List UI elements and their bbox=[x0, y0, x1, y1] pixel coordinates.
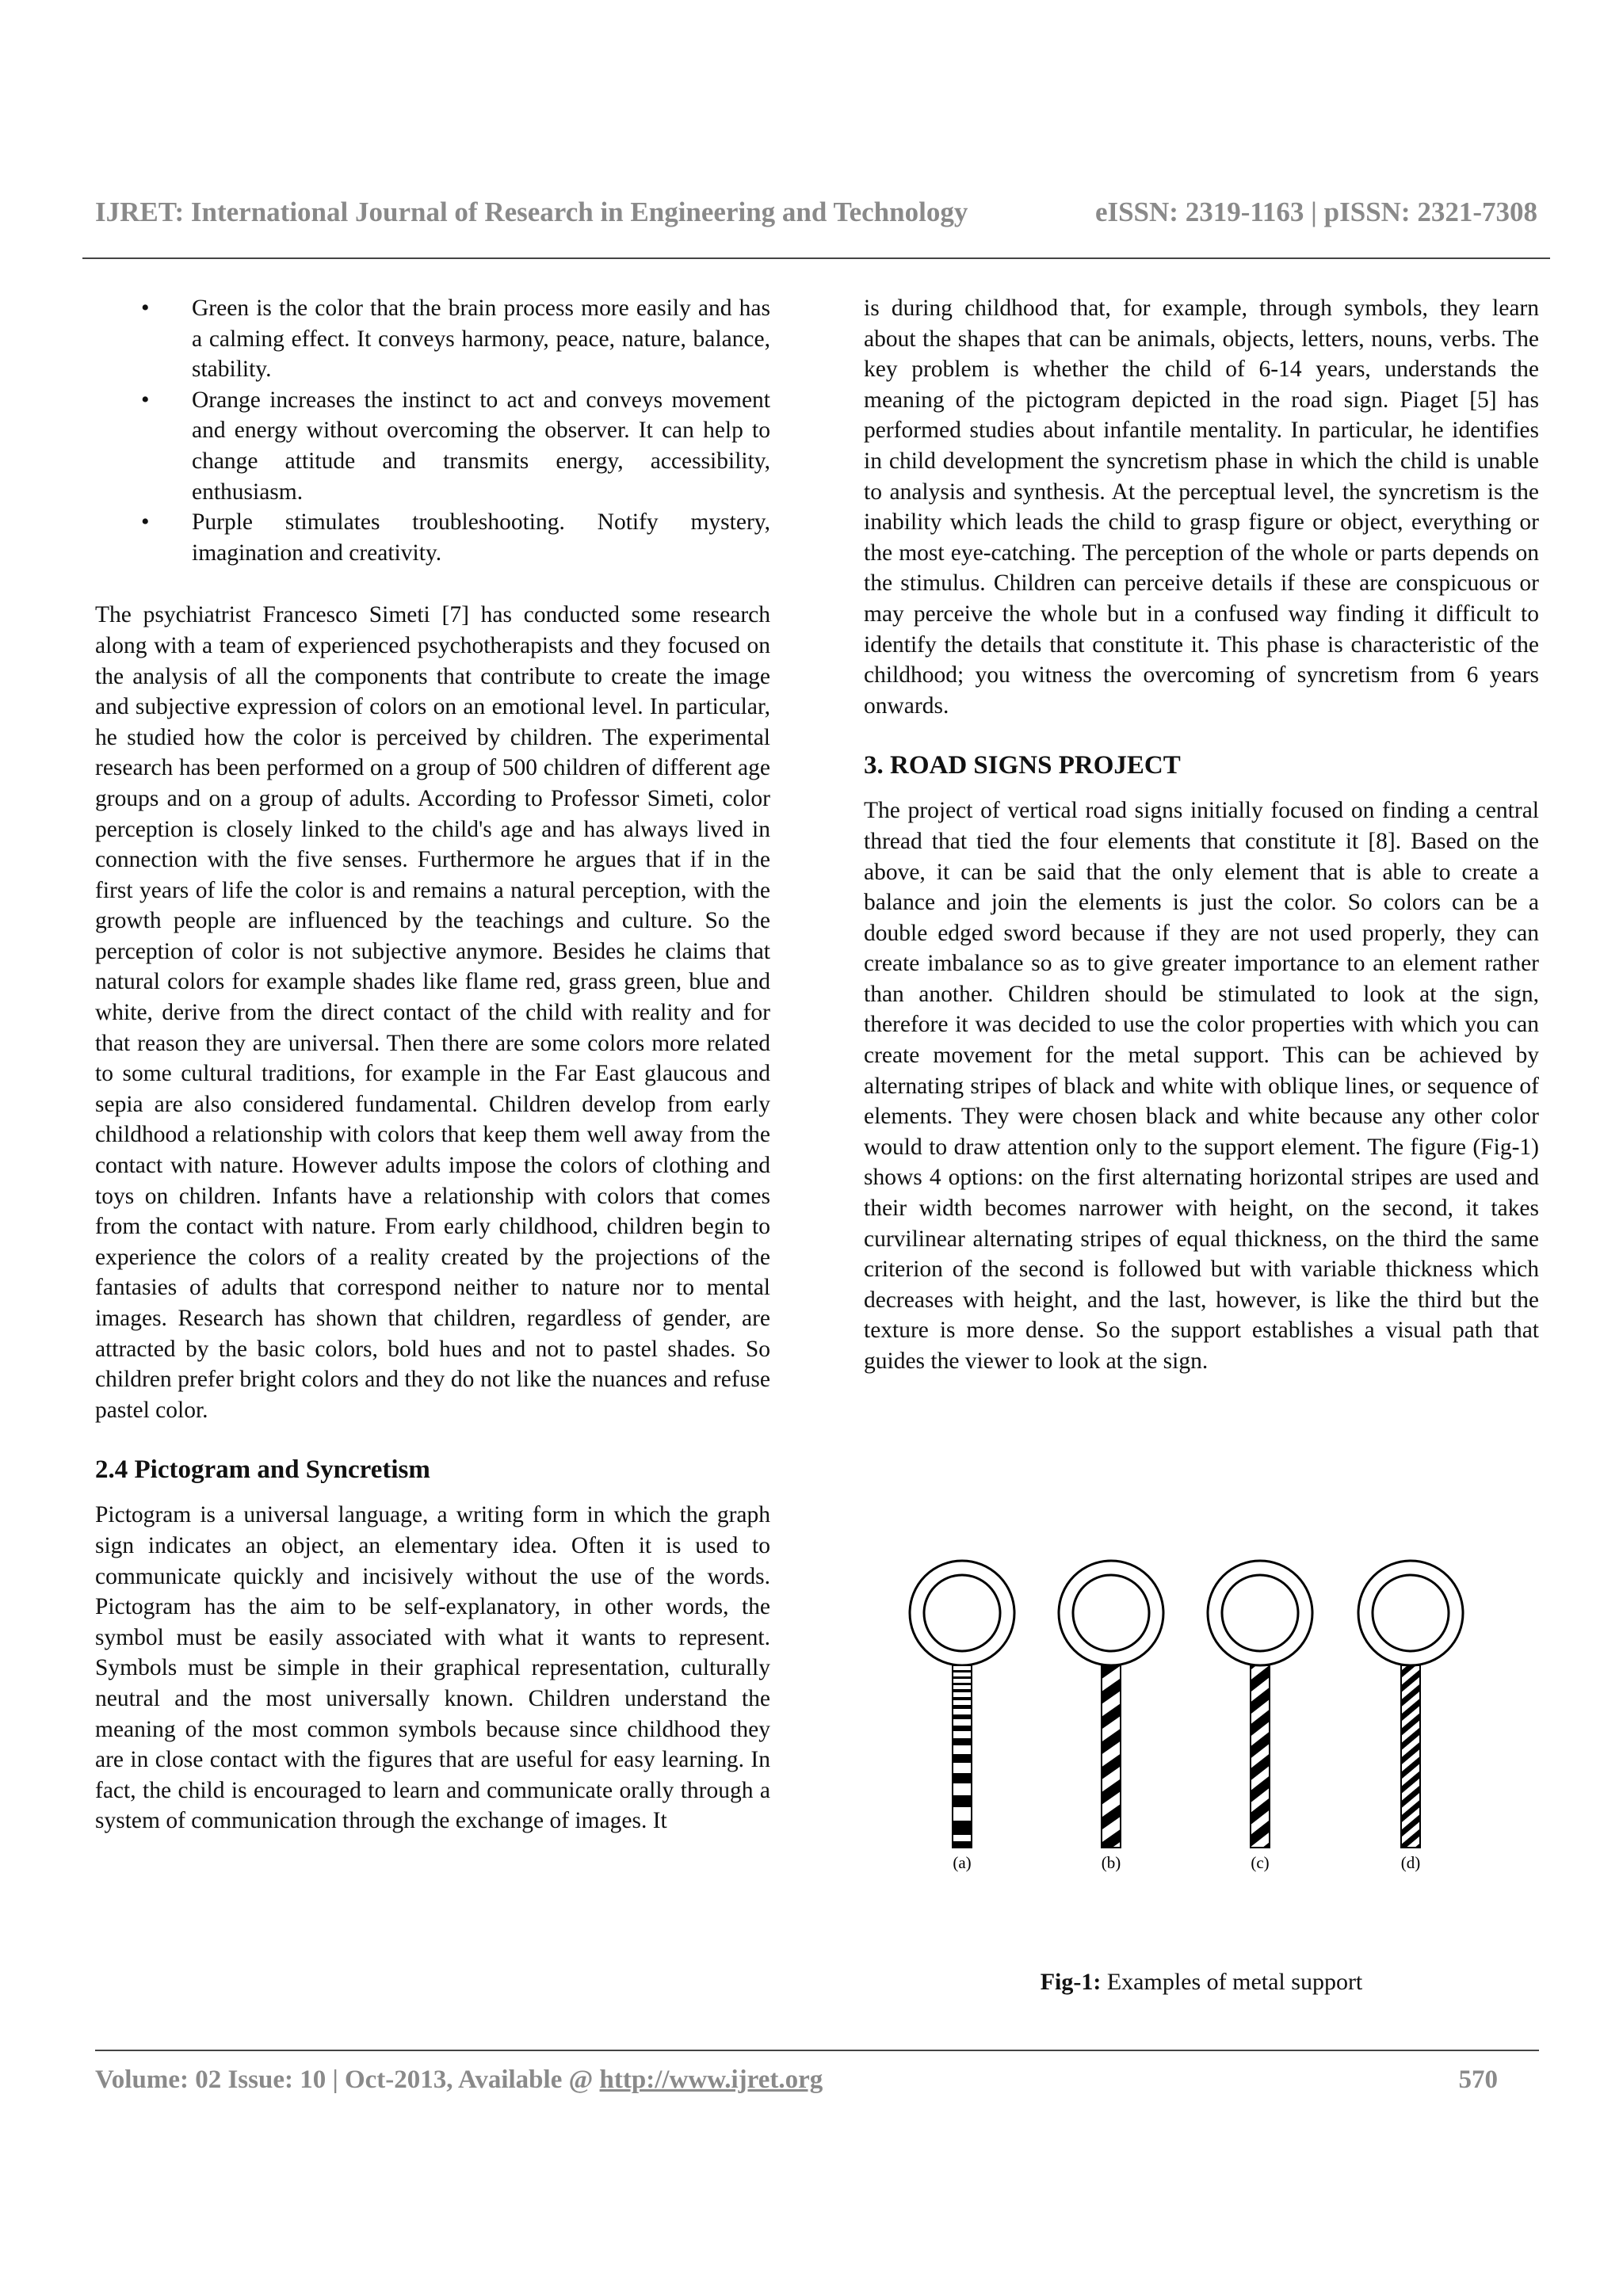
label-b: (b) bbox=[1101, 1853, 1121, 1872]
bullet-orange: • Orange increases the instinct to act and conveys movement and energy without overcoming the observer. It can help to change attitude and transmits energy, accessibility, enthusiasm. bbox=[192, 385, 770, 507]
label-c: (c) bbox=[1251, 1853, 1270, 1872]
header-rule bbox=[82, 257, 1550, 259]
page-number: 570 bbox=[1458, 2065, 1498, 2094]
road-signs-paragraph: The project of vertical road signs initially focused on finding a central thread that tied the four elements that constitute it [8]. Based on the above, it can be said that the only element that is able to create a balance and join the elements is just the color. So colors can be a double edged sword because if they are not used properly, they can create imbalance so as to give greater importance to an element rather than another. Children should be stimulated to look at the sign, therefore it was decided to use the color properties with which you can create movement for the metal support. This can be achieved by alternating stripes of black and white with oblique lines, or sequence of elements. They were chosen black and white because any other color would to draw attention only to the support element. The figure (Fig-1) shows 4 options: on the first alternating horizontal stripes are used and their width becomes narrower with height, on the second, it takes curvilinear alternating stripes of equal thickness, on the third the same criterion of the second is followed but with variable thickness which decreases with height, and the last, however, is like the third but the texture is more dense. So the support establishes a visual path that guides the viewer to look at the sign. bbox=[864, 798, 1539, 1374]
support-illustrations bbox=[896, 1559, 1498, 1892]
support-b bbox=[1059, 1561, 1163, 1848]
section-heading-2-4: 2.4 Pictogram and Syncretism bbox=[95, 1455, 430, 1485]
support-a bbox=[910, 1561, 1014, 1848]
issn-info: eISSN: 2319-1163 | pISSN: 2321-7308 bbox=[1094, 196, 1537, 227]
left-column bbox=[95, 293, 770, 1836]
bullet-green: • Green is the color that the brain process more easily and has a calming effect. It conveys harmony, peace, nature, balance, stability. bbox=[192, 293, 770, 385]
footer-rule bbox=[95, 2050, 1539, 2051]
simeti-paragraph: The psychiatrist Francesco Simeti [7] has conducted some research along with a team of experienced psychotherapists and they focused on the analysis of all the components that contribute to create the image and subjective expression of colors on an emotional level. In particular, he studied how the color is perceived by children. The experimental research has been performed on a group of 500 children of different age groups and on a group of adults. According to Professor Simeti, color perception is closely linked to the child's age and has always lived in connection with the five senses. Furthermore he argues that if in the first years of life the color is and remains a natural perception, with the growth people are influenced by the teachings and culture. So the perception of color is not subjective anymore. Besides he claims that natural colors for example shades like flame red, grass green, blue and white, derive from the direct contact of the child with reality and for that reason they are universal. Then there are some colors more related to some cultural traditions, for example in the Far East glaucous and sepia are also considered fundamental. Children develop from early childhood a relationship with colors that keep them well away from the contact with nature. However adults impose the colors of clothing and toys on children. Infants have a relationship with colors that comes from the contact with nature. From early childhood, children begin to experience the colors of a reality created by the projections of the fantasies of adults that correspond neither to nature nor to mental images. Research has shown that children, regardless of gender, are attracted by the basic colors, bold hues and not to pastel shades. So children prefer bright colors and they do not like the nuances and refuse pastel color. bbox=[95, 602, 770, 1423]
color-bullet-list bbox=[95, 293, 770, 568]
footer-volume-info: Volume: 02 Issue: 10 | Oct-2013, Available @ bbox=[95, 2065, 600, 2094]
caption-text: Examples of metal support bbox=[1101, 1969, 1363, 1995]
support-c bbox=[1208, 1561, 1312, 1848]
figure-metal-supports bbox=[896, 1559, 1498, 1892]
pictogram-paragraph: Pictogram is a universal language, a writing form in which the graph sign indicates an object, an elementary idea. Often it is used to communicate quickly and incisively without the use of the words. Pictogram has the aim to be self-explanatory, in other words, the symbol must be easily associated with what it wants to represent. Symbols must be simple in their graphical representation, culturally neutral and the most universally known. Children understand the meaning of the most common symbols because since childhood they are in close contact with the figures that are useful for easy learning. In fact, the child is encouraged to learn and communicate orally through a system of communication through the exchange of images. It bbox=[95, 1502, 770, 1834]
syncretism-paragraph: is during childhood that, for example, through symbols, they learn about the shapes that can be animals, objects, letters, nouns, verbs. The key problem is whether the child of 6-14 years, understands the meaning of the pictogram depicted in the road sign. Piaget [5] has performed studies about infantile mentality. In particular, he identifies in child development the syncretism phase in which the child is unable to analysis and synthesis. At the perceptual level, the syncretism is the inability which leads the child to grasp figure or object, everything or the most eye-catching. The perception of the whole or parts depends on the stimulus. Children can perceive details if these are conspicuous or may perceive the whole but in a confused way finding it difficult to identify the details that constitute it. This phase is characteristic of the childhood; you witness the overcoming of syncretism from 6 years onwards. bbox=[864, 296, 1539, 719]
page-footer bbox=[95, 2065, 1539, 2095]
journal-link[interactable]: http://www.ijret.org bbox=[599, 2065, 823, 2094]
label-a: (a) bbox=[953, 1853, 972, 1872]
bullet-purple: • Purple stimulates troubleshooting. Notify mystery, imagination and creativity. bbox=[192, 507, 770, 568]
section-heading-3: 3. ROAD SIGNS PROJECT bbox=[864, 751, 1181, 780]
right-column bbox=[864, 293, 1539, 1377]
journal-title: IJRET: International Journal of Research in Engineering and Technology bbox=[95, 196, 968, 227]
caption-label: Fig-1: bbox=[1040, 1969, 1102, 1995]
figure-caption bbox=[864, 1969, 1539, 1996]
support-d bbox=[1358, 1561, 1463, 1848]
label-d: (d) bbox=[1400, 1853, 1421, 1872]
